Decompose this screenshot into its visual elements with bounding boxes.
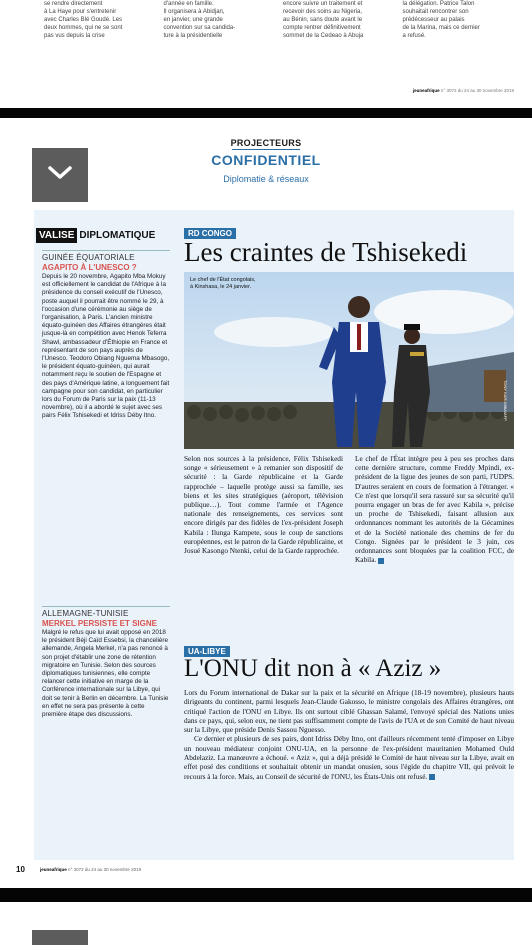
- brief-title: MERKEL PERSISTE ET SIGNE: [42, 619, 157, 628]
- valise-label-a: VALISE: [36, 228, 77, 243]
- prev-line: pas vus depuis la crise: [44, 33, 105, 39]
- page-footer: [40, 867, 141, 872]
- page-subtitle: Diplomatie & réseaux: [223, 174, 309, 184]
- prev-line: deux hommes, qui ne se sont: [44, 25, 123, 31]
- brief-title: AGAPITO À L'UNESCO ?: [42, 263, 137, 272]
- prev-column-3: [283, 0, 395, 40]
- prev-line: sommet de la Cedeao à Abuja: [283, 33, 364, 39]
- article-tag: RD CONGO: [184, 228, 236, 239]
- page-title: CONFIDENTIEL: [211, 152, 321, 168]
- article-headline: L'ONU dit non à « Aziz »: [184, 655, 442, 682]
- prev-page-footer: [413, 88, 514, 93]
- end-mark-icon: [378, 558, 384, 564]
- brief-kicker: ALLEMAGNE-TUNISIE: [42, 606, 170, 618]
- prev-line: a refusé.: [402, 33, 426, 39]
- content-panel: [34, 210, 514, 860]
- article-column-2-text: Le chef de l'État intègre peu à peu ses proches dans cette dernière structure, comme Freddy Mpindi, ex-président de la ligue des jeunes de son parti, l'UDPS. D'autres seraient en cours de formation à l'étranger. « Ce n'est que lorsqu'il sera rassuré sur sa sécurité qu'il pourra engager un bras de fer avec Kabila », précise un proche de Tshisekedi, faisant allusion aux ordonnances nommant les autorités de la Gécamines et de la Société nationale des chemins de fer du Congo. Signées par le président le 3 juin, ces ordonnances sont bloquées par la coalition FCC, de Kabila.: [355, 454, 514, 565]
- valise-label: [36, 226, 155, 244]
- article-body: [184, 688, 514, 781]
- prev-line: souhaitait rencontrer son: [402, 9, 469, 15]
- prev-line: prédécesseur au palais: [402, 17, 465, 23]
- footer-issue: n° 3072 du 24 au 30 novembre 2019: [68, 867, 142, 872]
- valise-label-b: DIPLOMATIQUE: [79, 229, 156, 241]
- prev-line: se rendre directement: [44, 1, 103, 7]
- prev-line: recevoir des soins au Nigeria,: [283, 9, 363, 15]
- prev-line: à La Haye pour s'entretenir: [44, 9, 117, 15]
- previous-page: [0, 0, 532, 108]
- next-expand-button[interactable]: [32, 930, 88, 945]
- prev-column-4: [403, 0, 515, 40]
- magazine-page: [0, 118, 532, 888]
- prev-column-2: [164, 0, 276, 40]
- prev-line: avec Charles Blé Goudé. Les: [44, 17, 123, 23]
- article-column-1: Selon nos sources à la présidence, Félix Tshisekedi songe « sérieusement » à remanier son dispositif de sécurité : la Garde républicaine et la Garde rapprochée – laquelle protège aussi sa famille, ses biens et les sites stratégiques (aéroport, télévision publique…). Tout comme l'armée et l'Agence nationale des renseignements, ces services sont encore dirigés par des fidèles de l'ex-président Joseph Kabila : Ilunga Kampete, sous le coup de sanctions européennes, est le patron de la Garde républicaine, et Josué Kasongo Ntenki, celui de la Garde rapprochée.: [184, 454, 343, 556]
- prev-line: la délégation. Patrice Talon: [402, 1, 475, 7]
- photo-caption: Le chef de l'État congolais, à Kinshasa, le 24 janvier.: [190, 277, 256, 290]
- prev-line: encore suivre un traitement et: [283, 1, 363, 7]
- next-page: [0, 902, 532, 945]
- sidebar-brief-merkel: [42, 606, 170, 719]
- footer-brand: jeuneafrique: [40, 867, 67, 872]
- article-headline: Les craintes de Tshisekedi: [184, 237, 468, 267]
- photo-credit: TONY KARUMBA/AFP: [503, 380, 508, 421]
- prev-line: compte rentrer définitivement: [283, 25, 361, 31]
- sidebar-brief-unesco: [42, 250, 170, 421]
- article-paragraph: [184, 734, 514, 780]
- page-gap: [0, 108, 532, 118]
- article-paragraph-text: Ce dernier et plusieurs de ses pairs, dont Idriss Déby Itno, ont d'ailleurs récemment tenté d'imposer en Libye un nouveau médiateur conjoint ONU-UA, en la personne de l'ex-président mauritanien Mohamed Ould Abdelaziz. La manœuvre a échoué. « Aziz », qui a déjà présidé le Comité de haut niveau sur la Libye, avait en effet posé des conditions et souhaitait obtenir un mandat onusien, sous l'égide du chapitre VII, qui prévoit le recours à la force. Mais, au Conseil de sécurité de l'ONU, les États-Unis ont refusé.: [184, 734, 514, 781]
- article-tag: UA-LIBYE: [184, 646, 230, 657]
- page-gap: [0, 888, 532, 902]
- article-photo: [184, 272, 514, 449]
- prev-line: d'année en famille.: [163, 1, 214, 7]
- prev-line: de la Marina, mais ce dernier: [402, 25, 480, 31]
- brief-kicker: GUINÉE ÉQUATORIALE: [42, 250, 170, 262]
- previous-page-columns: [44, 0, 514, 40]
- article-paragraph: Lors du Forum international de Dakar sur la paix et la sécurité en Afrique (18-19 novembre), plusieurs hauts dirigeants du continent, parmi lesquels Jean-Claude Gakosso, le ministre congolais des Affaires étrangères, ont critiqué l'action de l'ONU en Libye. Ils ont surtout ciblé Ghassan Salamé, l'envoyé spécial des Nations unies dans ce pays, qui, selon eux, ne tient pas suffisamment compte de l'avis de l'UA et de son Comité de haut niveau sur la Libye, que préside Denis Sassou Nguesso.: [184, 688, 514, 735]
- page-number: 10: [16, 865, 25, 874]
- prev-column-1: [44, 0, 156, 40]
- prev-footer-issue: n° 3072 du 24 au 30 novembre 2019: [440, 88, 514, 93]
- end-mark-icon: [429, 774, 435, 780]
- prev-footer-brand: jeuneafrique: [412, 88, 440, 93]
- prev-line: au Bénin, sans doute avant le: [283, 17, 363, 23]
- article-body: [184, 454, 514, 564]
- section-divider: [232, 149, 300, 150]
- brief-text: Malgré le refus que lui avait opposé en 2018 le président Béji Caïd Essebsi, la chancelière allemande, Angela Merkel, n'a pas renoncé à son projet d'établir une zone de rétention migratoire en Tunisie. Selon des sources diplomatiques tunisiennes, elle compte relancer cette initiative en marge de la Conférence internationale sur la Libye, qui doit se tenir à Berlin en décembre. La Tunisie en effet ne sera pas présente à cette première étape des discussions.: [42, 629, 169, 719]
- prev-line: ture à la présidentielle: [163, 33, 223, 39]
- prev-line: Il organisera à Abidjan,: [163, 9, 225, 15]
- section-label: PROJECTEURS: [230, 138, 302, 148]
- prev-line: convention sur sa candida-: [163, 25, 236, 31]
- prev-line: en janvier, une grande: [163, 17, 223, 23]
- brief-text: Depuis le 20 novembre, Agapito Mba Mokuy est officiellement le candidat de l'Afrique à la présidence du conseil exécutif de l'Unesco, poste auquel il pourrait être nommé le 29, à l'occasion d'une cérémonie au siège de l'organisation, à Paris. L'ancien ministre équato-guinéen des Affaires étrangères était jusque-là en compétition avec Henok Teferra Shawl, ambassadeur d'Éthiopie en France et représentant de son pays auprès de l'Unesco. Teodoro Obiang Nguema Mbasogo, le président équato-guinéen, qui aurait notamment reçu le soutien de l'Espagne et des pays d'Amérique latine, a longuement fait campagne pour son candidat, en particulier lors du Forum de Paris sur la paix (11-13 novembre), où il a abordé le sujet avec ses pairs Félix Tshisekedi et Idriss Déby Itno.: [42, 273, 170, 420]
- article-column-2: [355, 454, 514, 564]
